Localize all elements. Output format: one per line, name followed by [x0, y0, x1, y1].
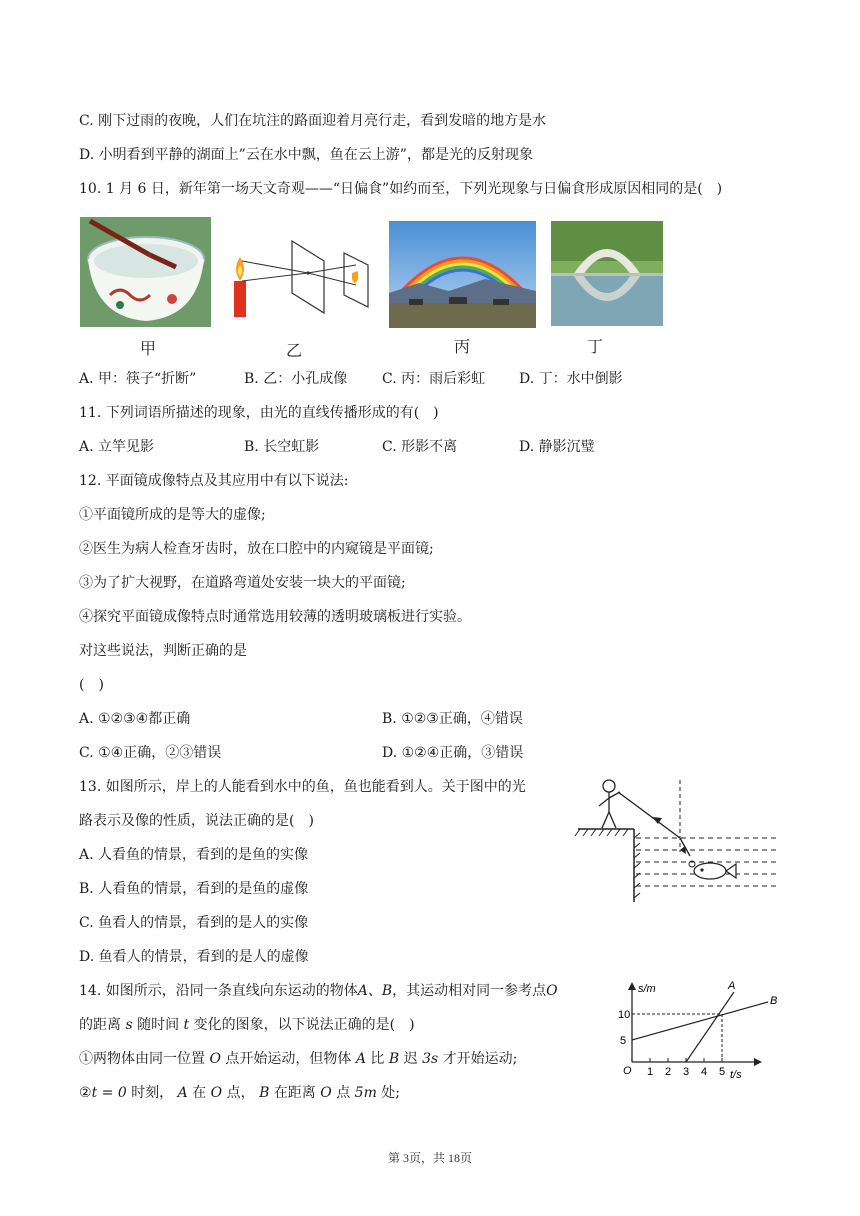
q14-s2-b: 时刻，: [131, 1085, 174, 1101]
q11-option-c: C. 形影不离: [382, 439, 458, 455]
q14-s1-e: 才开始运动;: [442, 1051, 518, 1067]
caption-bing: 丙: [454, 337, 471, 356]
q14-text-4: 随时间: [137, 1017, 180, 1033]
q12-statement-2: ②医生为病人检查牙齿时，放在口腔中的内窥镜是平面镜;: [79, 541, 434, 557]
figure-yi-pinhole: [228, 237, 374, 321]
q14-text-1: 14. 如图所示，沿同一条直线向东运动的物体: [79, 983, 358, 999]
q14-s2-5m: 5m: [354, 1085, 377, 1101]
q10-option-a: A. 甲：筷子“折断”: [79, 371, 197, 387]
q13-stem-line2: 路表示及像的性质，说法正确的是( ): [79, 813, 314, 829]
q14-math-t: t: [183, 1017, 190, 1033]
q14-s2-t0: t = 0: [91, 1085, 127, 1101]
origin-label: O: [623, 1065, 632, 1077]
q14-math-s: s: [125, 1017, 133, 1033]
q14-statement-2: [79, 1083, 400, 1103]
q12-statement-3: ③为了扩大视野，在道路弯道处安装一块大的平面镜;: [79, 575, 406, 591]
q13-option-c: C. 鱼看人的情景，看到的是人的实像: [79, 915, 309, 931]
q12-option-a: A. ①②③④都正确: [79, 711, 191, 727]
line-b: [632, 1002, 768, 1040]
figure-ding-bridge-reflection: [551, 221, 663, 326]
q14-text-5: 变化的图象，以下说法正确的是( ): [193, 1017, 415, 1033]
q14-s2-O2: O: [320, 1085, 332, 1101]
x-axis-label: t/s: [730, 1069, 742, 1081]
q12-prompt: 对这些说法，判断正确的是: [79, 643, 247, 659]
q14-s2-B: B: [259, 1085, 270, 1101]
q12-statement-4: ④探究平面镜成像特点时通常选用较薄的透明玻璃板进行实验。: [79, 609, 471, 625]
line-b-label: B: [770, 995, 778, 1007]
q10-stem: 10. 1 月 6 日，新年第一场天文奇观——“日偏食”如约而至，下列光现象与日偏食形成原因相同的是( ): [79, 181, 723, 197]
y-axis-label: s/m: [638, 983, 656, 995]
q12-stem: 12. 平面镜成像特点及其应用中有以下说法:: [79, 473, 349, 489]
q14-s2-A: A: [177, 1085, 188, 1101]
q14-s2-e: 在距离: [273, 1085, 316, 1101]
x-tick-3: 3: [683, 1066, 690, 1078]
q14-stem-line2: [79, 1015, 415, 1035]
x-tick-2: 2: [665, 1066, 672, 1078]
q14-text-3: 的距离: [79, 1017, 121, 1033]
q11-option-a: A. 立竿见影: [79, 439, 155, 455]
q10-option-b: B. 乙：小孔成像: [244, 371, 348, 387]
figure-bing-rainbow: [389, 221, 536, 328]
q14-s2-c: 在: [192, 1085, 207, 1101]
line-a: [686, 992, 734, 1062]
x-tick-5: 5: [719, 1066, 726, 1078]
q14-s1-a: ①两物体由同一位置: [79, 1051, 205, 1067]
q12-option-c: C. ①④正确，②③错误: [79, 745, 222, 761]
q14-s2-g: 处;: [381, 1085, 401, 1101]
q11-option-d: D. 静影沉璧: [519, 439, 595, 455]
caption-ding: 丁: [587, 337, 604, 356]
x-tick-1: 1: [647, 1066, 654, 1078]
figure-st-graph: [618, 978, 788, 1086]
q14-math-ab: A、B: [357, 983, 393, 999]
figure-jia-chopstick-bowl: [80, 217, 211, 327]
q14-s1-A: A: [355, 1051, 366, 1067]
q11-stem: 11. 下列词语所描述的现象，由光的直线传播形成的有( ): [79, 405, 439, 421]
q13-option-b: B. 人看鱼的情景，看到的是鱼的虚像: [79, 881, 309, 897]
q14-s1-c: 比: [370, 1051, 385, 1067]
q14-text-2: ，其运动相对同一参考点: [392, 983, 547, 999]
q12-option-b: B. ①②③正确，④错误: [382, 711, 523, 727]
q9-option-c: C. 刚下过雨的夜晚，人们在坑注的路面迎着月亮行走，看到发暗的地方是水: [79, 113, 547, 129]
q11-option-b: B. 长空虹影: [244, 439, 320, 455]
q12-option-d: D. ①②④正确，③错误: [382, 745, 524, 761]
caption-jia: 甲: [140, 339, 157, 358]
page-footer: 第 3页，共 18页: [387, 1151, 472, 1165]
q14-s2-d: 点，: [226, 1085, 255, 1101]
q14-s1-o: O: [209, 1051, 221, 1067]
q13-option-d: D. 鱼看人的情景，看到的是人的虚像: [79, 949, 309, 965]
q12-paren: ( ): [79, 677, 104, 693]
q12-statement-1: ①平面镜所成的是等大的虚像;: [79, 507, 266, 523]
q13-stem-line1: 13. 如图所示，岸上的人能看到水中的鱼，鱼也能看到人。关于图中的光: [79, 779, 526, 795]
q14-s2-a: ②: [79, 1085, 92, 1101]
caption-yi: 乙: [286, 341, 303, 360]
q14-s1-B: B: [388, 1051, 400, 1067]
q10-option-c: C. 丙：雨后彩虹: [382, 371, 486, 387]
q14-stem-line1: [79, 981, 558, 1001]
q14-s1-b: 点开始运动，但物体: [225, 1051, 352, 1067]
y-tick-10: 10: [618, 1009, 631, 1021]
q14-s2-f: 点: [336, 1085, 351, 1101]
line-a-label: A: [728, 980, 736, 992]
q14-s1-d: 迟: [403, 1051, 418, 1067]
x-tick-4: 4: [701, 1066, 708, 1078]
q14-statement-1: [79, 1049, 517, 1069]
y-tick-5: 5: [620, 1035, 627, 1047]
q14-math-o: O: [546, 983, 558, 999]
figure-person-fish-light-path: [574, 776, 778, 904]
q13-option-a: A. 人看鱼的情景，看到的是鱼的实像: [79, 847, 309, 863]
q9-option-d: D. 小明看到平静的湖面上”云在水中飘，鱼在云上游”，都是光的反射现象: [79, 147, 533, 163]
q14-s1-3s: 3s: [422, 1051, 439, 1067]
q10-option-d: D. 丁：水中倒影: [519, 371, 623, 387]
q14-s2-O: O: [210, 1085, 223, 1101]
